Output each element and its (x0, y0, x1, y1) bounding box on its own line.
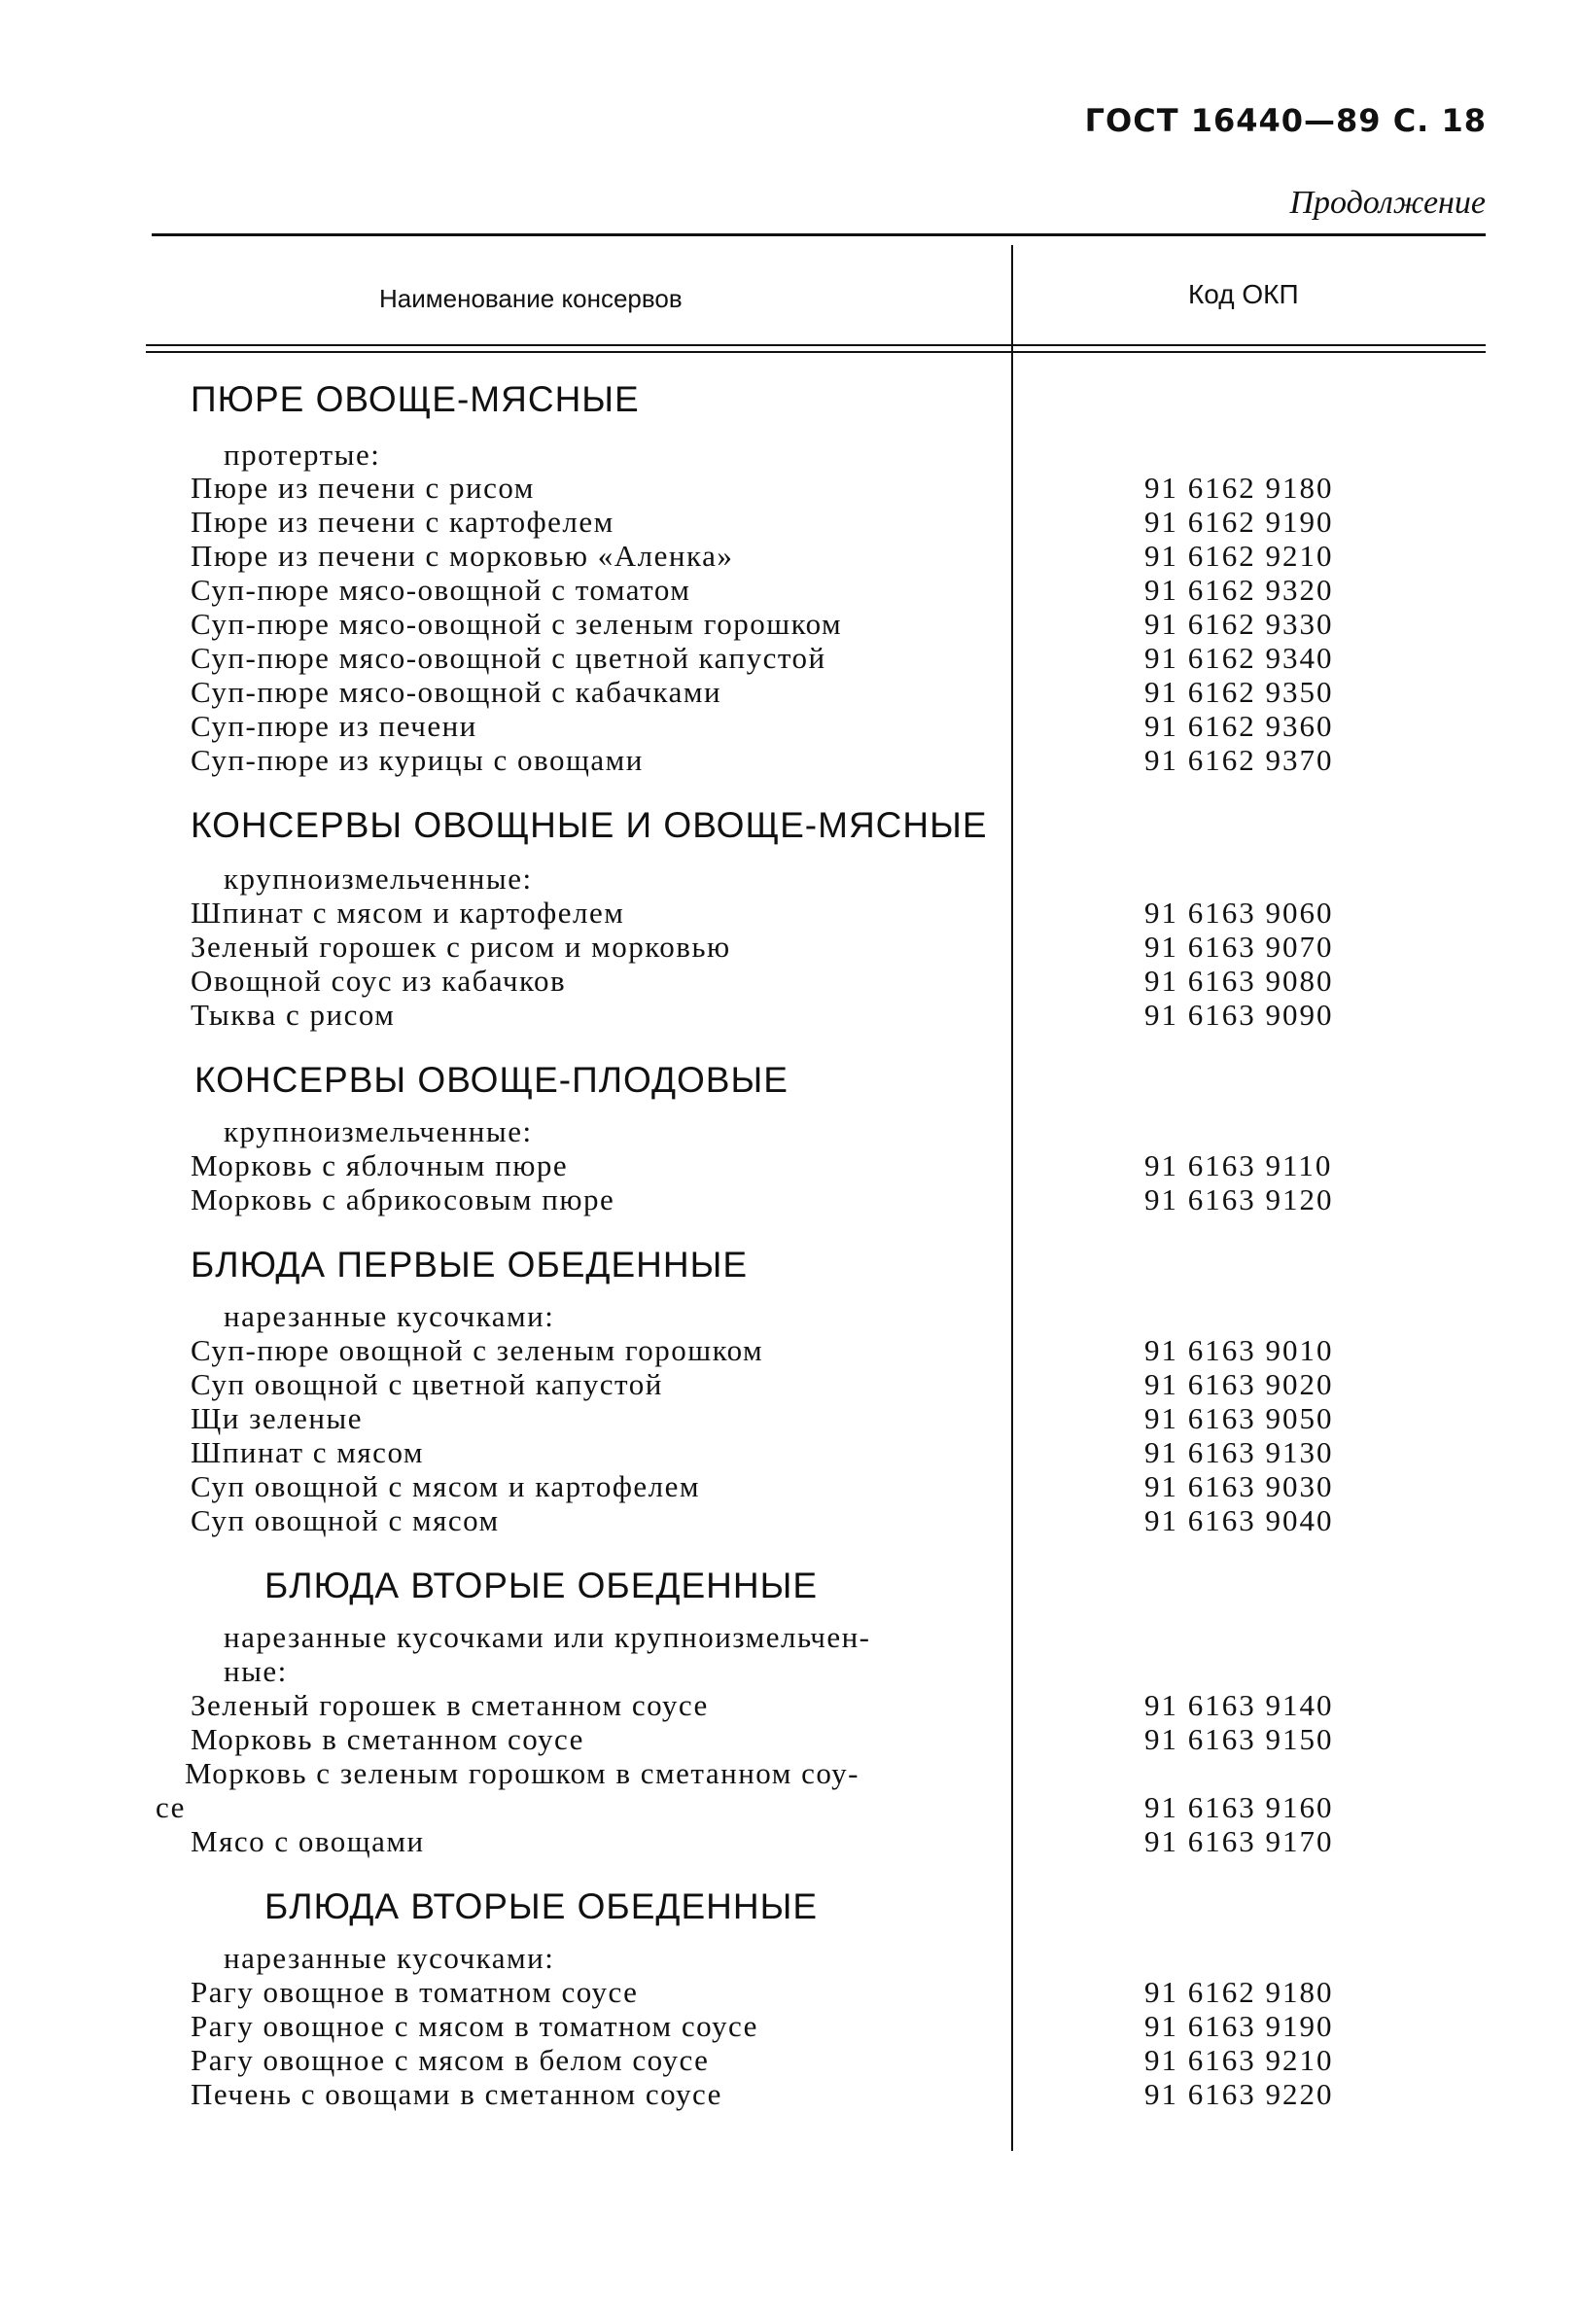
okp-code: 91 6163 9060 (1144, 896, 1334, 930)
product-name: Суп овощной с мясом (191, 1503, 500, 1537)
table-row (0, 1790, 1579, 1824)
header-rule (146, 344, 1486, 346)
okp-code: 91 6162 9190 (1144, 505, 1334, 539)
okp-code: 91 6163 9220 (1144, 2077, 1334, 2111)
section-title: КОНСЕРВЫ ОВОЩЕ-ПЛОДОВЫЕ (194, 1060, 789, 1100)
product-name: Щи зеленые (191, 1401, 364, 1435)
product-name: Суп-пюре из курицы с овощами (191, 743, 644, 777)
table-row (0, 573, 1579, 607)
product-name: Суп-пюре овощной с зеленым горошком (191, 1333, 764, 1367)
section-subtitle: ные: (224, 1654, 288, 1688)
okp-code: 91 6163 9020 (1144, 1367, 1334, 1401)
product-name: Шпинат с мясом и картофелем (191, 896, 625, 930)
product-name: Пюре из печени с картофелем (191, 505, 614, 539)
table-row (0, 1333, 1579, 1367)
product-name: Морковь с зеленым горошком в сметанном соу- (185, 1756, 860, 1790)
section-title: БЛЮДА ВТОРЫЕ ОБЕДЕННЫЕ (264, 1886, 818, 1926)
product-name: Печень с овощами в сметанном соусе (191, 2077, 722, 2111)
okp-code: 91 6163 9040 (1144, 1503, 1334, 1537)
table-row (0, 641, 1579, 675)
product-name: Зеленый горошек в сметанном соусе (191, 1688, 709, 1722)
table-row (0, 930, 1579, 964)
okp-code: 91 6163 9050 (1144, 1401, 1334, 1435)
okp-code: 91 6162 9340 (1144, 641, 1334, 675)
okp-code: 91 6162 9320 (1144, 573, 1334, 607)
okp-code: 91 6162 9360 (1144, 709, 1334, 743)
column-header-name: Наименование консервов (379, 284, 683, 313)
header-rule (146, 351, 1486, 353)
okp-code: 91 6163 9170 (1144, 1824, 1334, 1858)
continuation-label: Продолжение (1289, 185, 1486, 221)
table-row (0, 1367, 1579, 1401)
section-title: КОНСЕРВЫ ОВОЩНЫЕ И ОВОЩЕ-МЯСНЫЕ (191, 805, 988, 845)
product-name: Пюре из печени с морковью «Аленка» (191, 539, 734, 573)
okp-code: 91 6162 9180 (1144, 471, 1334, 505)
product-name: Морковь с абрикосовым пюре (191, 1182, 615, 1216)
section-title: ПЮРЕ ОВОЩЕ-МЯСНЫЕ (191, 379, 640, 419)
okp-code: 91 6163 9160 (1144, 1790, 1334, 1824)
product-name: Суп-пюре мясо-овощной с томатом (191, 573, 691, 607)
table-row (0, 2077, 1579, 2111)
product-name: Суп-пюре мясо-овощной с кабачками (191, 675, 722, 709)
table-row (0, 1401, 1579, 1435)
okp-code: 91 6163 9120 (1144, 1182, 1334, 1216)
okp-code: 91 6163 9150 (1144, 1722, 1334, 1756)
okp-code: 91 6163 9140 (1144, 1688, 1334, 1722)
product-name: Суп-пюре мясо-овощной с цветной капустой (191, 641, 826, 675)
product-name: Тыква с рисом (191, 998, 396, 1032)
table-row (0, 964, 1579, 998)
table-top-rule (152, 233, 1486, 236)
section-subtitle: крупноизмельченные: (224, 862, 533, 896)
table-row (0, 998, 1579, 1032)
okp-code: 91 6162 9180 (1144, 1975, 1334, 2009)
okp-code: 91 6163 9080 (1144, 964, 1334, 998)
product-name: Пюре из печени с рисом (191, 471, 535, 505)
table-row (0, 2009, 1579, 2043)
table-row (0, 539, 1579, 573)
table-row (0, 1722, 1579, 1756)
okp-code: 91 6162 9210 (1144, 539, 1334, 573)
section-title: БЛЮДА ВТОРЫЕ ОБЕДЕННЫЕ (264, 1566, 818, 1605)
table-row (0, 1469, 1579, 1503)
section-subtitle: нарезанные кусочками: (224, 1941, 555, 1975)
section-subtitle: крупноизмельченные: (224, 1114, 533, 1148)
table-row (0, 743, 1579, 777)
product-name: Морковь с яблочным пюре (191, 1148, 569, 1182)
table-row (0, 2043, 1579, 2077)
column-header-code: Код ОКП (1188, 279, 1299, 309)
product-name: Рагу овощное с мясом в томатном соусе (191, 2009, 758, 2043)
table-row (0, 1824, 1579, 1858)
okp-code: 91 6163 9210 (1144, 2043, 1334, 2077)
section-title: БЛЮДА ПЕРВЫЕ ОБЕДЕННЫЕ (191, 1245, 749, 1285)
product-name-continued: се (156, 1790, 186, 1824)
product-name: Овощной соус из кабачков (191, 964, 567, 998)
okp-code: 91 6163 9090 (1144, 998, 1334, 1032)
table-row (0, 1435, 1579, 1469)
table-row (0, 505, 1579, 539)
product-name: Морковь в сметанном соусе (191, 1722, 584, 1756)
okp-code: 91 6162 9350 (1144, 675, 1334, 709)
okp-code: 91 6163 9110 (1144, 1148, 1333, 1182)
section-subtitle: протертые: (224, 438, 381, 472)
okp-code: 91 6163 9190 (1144, 2009, 1334, 2043)
product-name: Суп-пюре мясо-овощной с зеленым горошком (191, 607, 843, 641)
product-name: Суп овощной с цветной капустой (191, 1367, 663, 1401)
table-row (0, 607, 1579, 641)
product-name: Рагу овощное в томатном соусе (191, 1975, 639, 2009)
okp-code: 91 6162 9370 (1144, 743, 1334, 777)
table-row (0, 1756, 1579, 1790)
product-name: Суп-пюре из печени (191, 709, 477, 743)
table-row (0, 709, 1579, 743)
table-row (0, 1148, 1579, 1182)
table-row (0, 1503, 1579, 1537)
document-reference: ГОСТ 16440—89 С. 18 (1084, 102, 1487, 139)
table-row (0, 1182, 1579, 1216)
table-row (0, 471, 1579, 505)
okp-code: 91 6163 9130 (1144, 1435, 1334, 1469)
product-name: Рагу овощное с мясом в белом соусе (191, 2043, 710, 2077)
table-row (0, 896, 1579, 930)
product-name: Шпинат с мясом (191, 1435, 424, 1469)
table-row (0, 1975, 1579, 2009)
product-name: Суп овощной с мясом и картофелем (191, 1469, 701, 1503)
section-subtitle: нарезанные кусочками: (224, 1299, 555, 1333)
okp-code: 91 6163 9030 (1144, 1469, 1334, 1503)
okp-code: 91 6163 9010 (1144, 1333, 1334, 1367)
product-name: Мясо с овощами (191, 1824, 425, 1858)
product-name: Зеленый горошек с рисом и морковью (191, 930, 731, 964)
okp-code: 91 6162 9330 (1144, 607, 1334, 641)
table-row (0, 1688, 1579, 1722)
table-row (0, 675, 1579, 709)
okp-code: 91 6163 9070 (1144, 930, 1334, 964)
section-subtitle: нарезанные кусочками или крупноизмельчен- (224, 1620, 871, 1654)
